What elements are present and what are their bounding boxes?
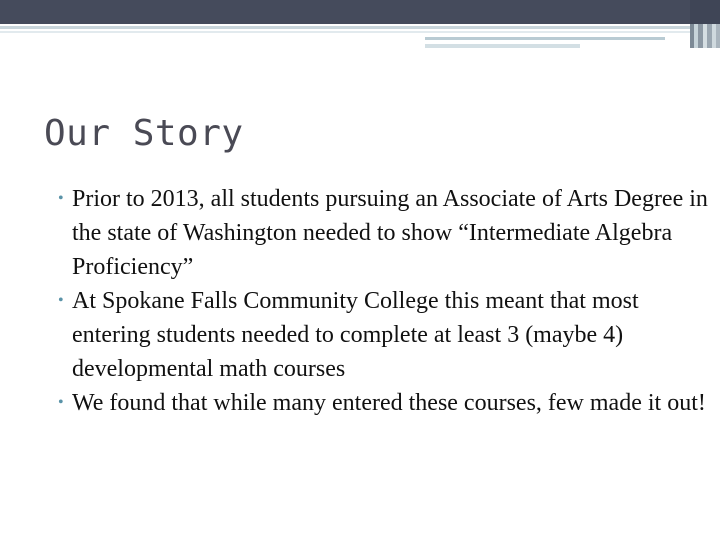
bullet-icon: • <box>58 394 64 411</box>
decorative-stripe <box>0 26 720 29</box>
decorative-stripe <box>425 37 665 40</box>
bullet-item <box>58 386 708 420</box>
bullet-text: Prior to 2013, all students pursuing an Associate of Arts Degree in the state of Washington needed to show “Intermediate Algebra Proficiency” <box>72 186 708 280</box>
bullet-icon: • <box>58 292 64 309</box>
bullet-text: At Spokane Falls Community College this meant that most entering students needed to complete at least 3 (maybe 4) developmental math courses <box>72 288 639 382</box>
header-bar <box>0 0 720 24</box>
decorative-stripe <box>0 31 720 33</box>
slide-title: Our Story <box>44 113 244 154</box>
corner-ornament <box>690 0 720 48</box>
bullet-item <box>58 284 708 386</box>
bullet-text: We found that while many entered these courses, few made it out! <box>72 390 706 416</box>
bullet-list <box>58 182 708 420</box>
bullet-item <box>58 182 708 284</box>
bullet-icon: • <box>58 190 64 207</box>
decorative-stripe <box>425 44 580 48</box>
